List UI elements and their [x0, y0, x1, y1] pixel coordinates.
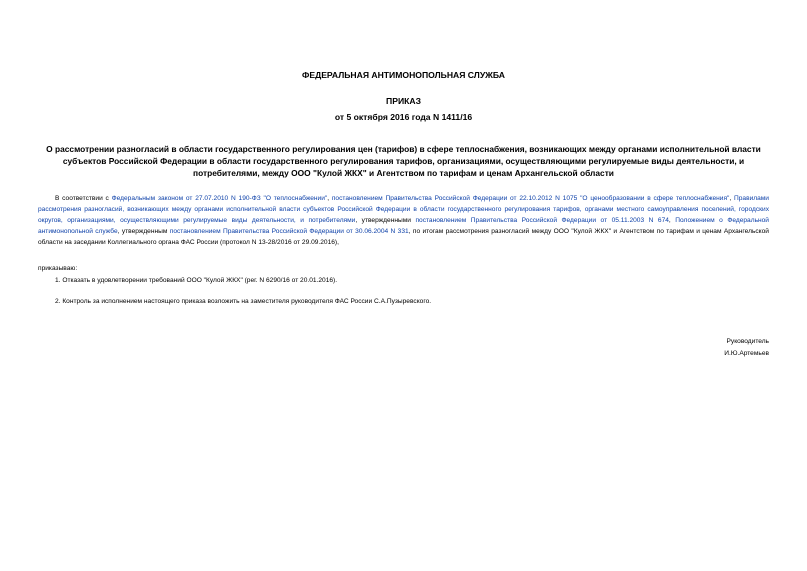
- preamble-text: ,: [327, 195, 332, 202]
- preamble-text: , по итогам рассмотрения разногласий между ООО "Кулой ЖКХ" и Агентством по тарифам и ценам Архангельской области на заседании Коллегиального органа ФАС России (протокол N 13-28/2016 от 29.09.2016),: [38, 228, 769, 246]
- document-date: от 5 октября 2016 года N 1411/16: [334, 112, 473, 122]
- resolution-674-link[interactable]: постановлением Правительства Российской Федерации от 05.11.2003 N 674: [415, 217, 669, 224]
- signatory-name: И.Ю.Артемьев: [724, 350, 769, 357]
- document-type: ПРИКАЗ: [386, 96, 421, 106]
- document-title: О рассмотрении разногласий в области государственного регулирования цен (тарифов) в сфере теплоснабжения, возникающих между органами исполнительной власти субъектов Российской Федерации в области государственного регулирования тарифов, организациями, осуществляющими регулируемые виды деятельности, и потребителями, между ООО "Кулой ЖКХ" и Агентством по тарифам и ценам Архангельской области: [46, 144, 761, 178]
- order-verb: приказываю:: [38, 265, 78, 272]
- fas-regulation-link[interactable]: Положением о Федеральной антимонопольной службе: [38, 217, 769, 235]
- preamble-paragraph: [38, 193, 769, 248]
- signatory-position: Руководитель: [726, 338, 769, 345]
- law-190-fz-link[interactable]: Федеральным законом от 27.07.2010 N 190-ФЗ "О теплоснабжении": [111, 195, 328, 202]
- preamble-text: , утвержденным: [117, 228, 170, 235]
- preamble-text: ,: [668, 217, 676, 224]
- agency-name: ФЕДЕРАЛЬНАЯ АНТИМОНОПОЛЬНАЯ СЛУЖБА: [302, 70, 505, 80]
- order-item-1: 1. Отказать в удовлетворении требований ООО "Кулой ЖКХ" (рег. N 6290/16 от 20.01.2016).: [55, 277, 338, 284]
- preamble-text: , утвержденными: [355, 217, 416, 224]
- order-item-2: 2. Контроль за исполнением настоящего приказа возложить на заместителя руководителя ФАС России С.А.Пузыревского.: [55, 298, 432, 305]
- resolution-1075-link[interactable]: постановлением Правительства Российской Федерации от 22.10.2012 N 1075 "О ценообразовании в сфере теплоснабжения": [331, 195, 730, 202]
- preamble-text: В соответствии с: [55, 195, 112, 202]
- preamble-text: ,: [729, 195, 734, 202]
- resolution-331-link[interactable]: постановлением Правительства Российской Федерации от 30.06.2004 N 331: [169, 228, 409, 235]
- disputes-rules-link[interactable]: Правилами рассмотрения разногласий, возникающих между органами исполнительной власти субъектов Российской Федерации в области государственного регулирования тарифов, органами местного самоуправления поселений, городских округов, организациями, осуществляющими регулируемые виды деятельности, и потребителями: [38, 195, 769, 224]
